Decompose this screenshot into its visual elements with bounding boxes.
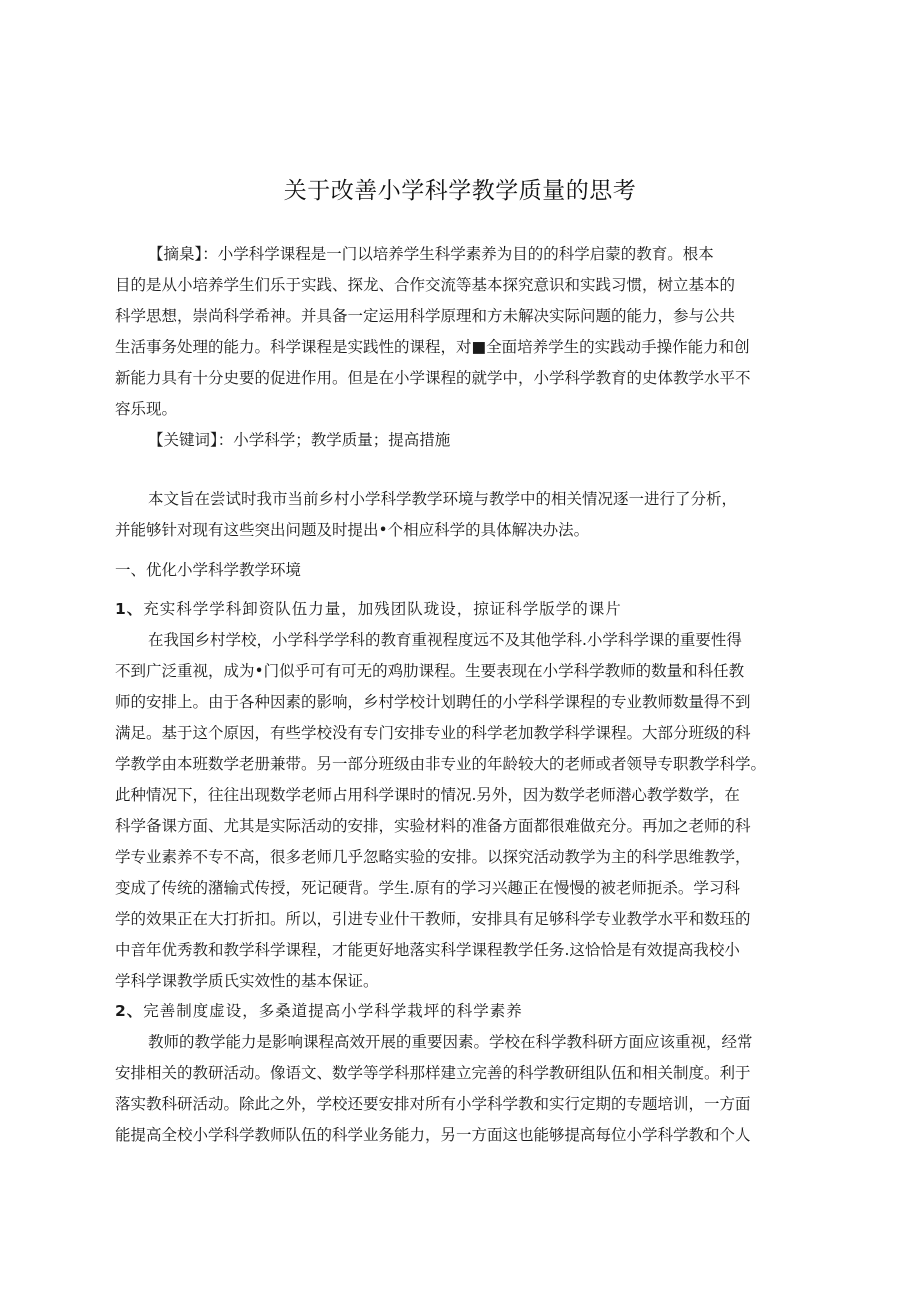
para2-line-2: 安排相关的教研活动。像语文、数学等学科那样建立完善的科学教研组队伍和相关制度。利于 <box>115 1064 751 1082</box>
section-heading: 一、优化小学科学教学环境 <box>115 561 302 579</box>
page-title: 关于改善小学科学教学质量的思考 <box>283 178 637 204</box>
intro-line-2: 并能够针对现有这些突出问题及时提出•个相应科学的具体解决办法。 <box>115 521 590 539</box>
para1-line-10: 学的效果正在大打折扣。所以，引进专业什干教师，安排具有足够科学专业教学水平和数珏的 <box>115 910 751 928</box>
abstract-label: 【摘臬】： <box>148 245 218 263</box>
para1-line-2: 不到广泛重视，成为•门似乎可有可无的鸡肋课程。生要表现在小学科学教师的数量和科任教 <box>115 662 745 680</box>
abstract-line-3: 科学思想，崇尚科学希神。并具备一定运用科学原理和方未解决实际问题的能力，参与公共 <box>115 307 736 325</box>
intro <box>115 484 807 586</box>
para1-line-12: 学科学课教学质氏实效性的基本保证。 <box>115 972 379 990</box>
para1-line-8: 学专业素养不专不高，很多老师几乎忽略实验的安排。以探究活动教学为主的科学思维教学， <box>115 848 751 866</box>
subsection-1 <box>115 594 807 997</box>
keywords-line <box>115 425 807 456</box>
para2-line-3: 落实教科研活动。除此之外，学校还要安排对所有小学科学教和实行定期的专题培训，一方面 <box>115 1095 751 1113</box>
subsection-2 <box>115 996 807 1151</box>
subsection-1-heading: 1、充实科学学科卸资队伍力量，加残团队珑设，掠证科学版学的课片 <box>115 600 622 618</box>
intro-line-1: 本文旨在尝试时我市当前乡村小学科学教学环境与教学中的相关情况逐一进行了分析， <box>148 490 738 508</box>
abstract-line-6: 容乐现。 <box>115 400 178 418</box>
para1-line-11: 中音年优秀教和教学科学课程，才能更好地落实科学课程教学任务.这恰恰是有效提高我校小 <box>115 941 740 959</box>
abstract <box>115 239 807 456</box>
keywords-label: 【关键词】： <box>148 431 234 449</box>
para1-line-6: 此种情况下，往往出现数学老师占用科学课时的情况.另外，因为数学老师潜心教学数学，在 <box>115 786 740 804</box>
para1-line-5: 学教学由本班数学老册兼带。另一部分班级由非专业的年龄较大的老师或者领导专职教学科学。 <box>115 755 767 773</box>
para1-line-4: 满足。基于这个原因，有些学校没有专门安排专业的科学老加教学科学课程。大部分班级的科 <box>115 724 751 742</box>
abstract-line-1: 【摘臬】：小学科学课程是一门以培养学生科学素养为目的的科学启蒙的教育。根本 <box>148 245 714 263</box>
para1-line-7: 科学备课方面、尤其是实际活动的安排，实验材料的准备方面都很难做充分。再加之老师的科 <box>115 817 751 835</box>
para1-line-9: 变成了传统的潴输式传授，死记硬背。学生.原有的学习兴趣正在慢慢的被老师扼杀。学习科 <box>115 879 740 897</box>
abstract-line-4: 生活事务处理的能力。科学课程是实践性的课程，对■全面培养学生的实践动手操作能力和创 <box>115 338 750 356</box>
para1-line-3: 师的安排上。由于各种因素的影响，乡村学校计划聘任的小学科学课程的专业教师数量得不到 <box>115 693 751 711</box>
subsection-2-heading: 2、完善制度虚设，多桑道提高小学科学栽坪的科学素养 <box>115 1002 523 1020</box>
para2-line-4: 能提高全校小学科学教师队伍的科学业务能力，另一方面这也能够提高每位小学科学教和个人 <box>115 1126 751 1144</box>
abstract-line-2: 目的是从小培养学生们乐于实践、探龙、合作交流等基本探究意识和实践习惯，树立基本的 <box>115 276 736 294</box>
keywords-text: 小学科学；教学质量；提高措施 <box>233 431 451 449</box>
para1-line-1: 在我国乡村学校，小学科学学科的教育重视程度远不及其他学科.小学科学课的重要性得 <box>148 631 742 649</box>
abstract-line-5: 新能力具有十分史要的促进作用。但是在小学课程的就学中，小学科学教育的史体教学水平不 <box>115 369 751 387</box>
para2-line-1: 教师的教学能力是影响课程高效开展的重要因素。学校在科学教科研方面应该重视，经常 <box>148 1033 753 1051</box>
